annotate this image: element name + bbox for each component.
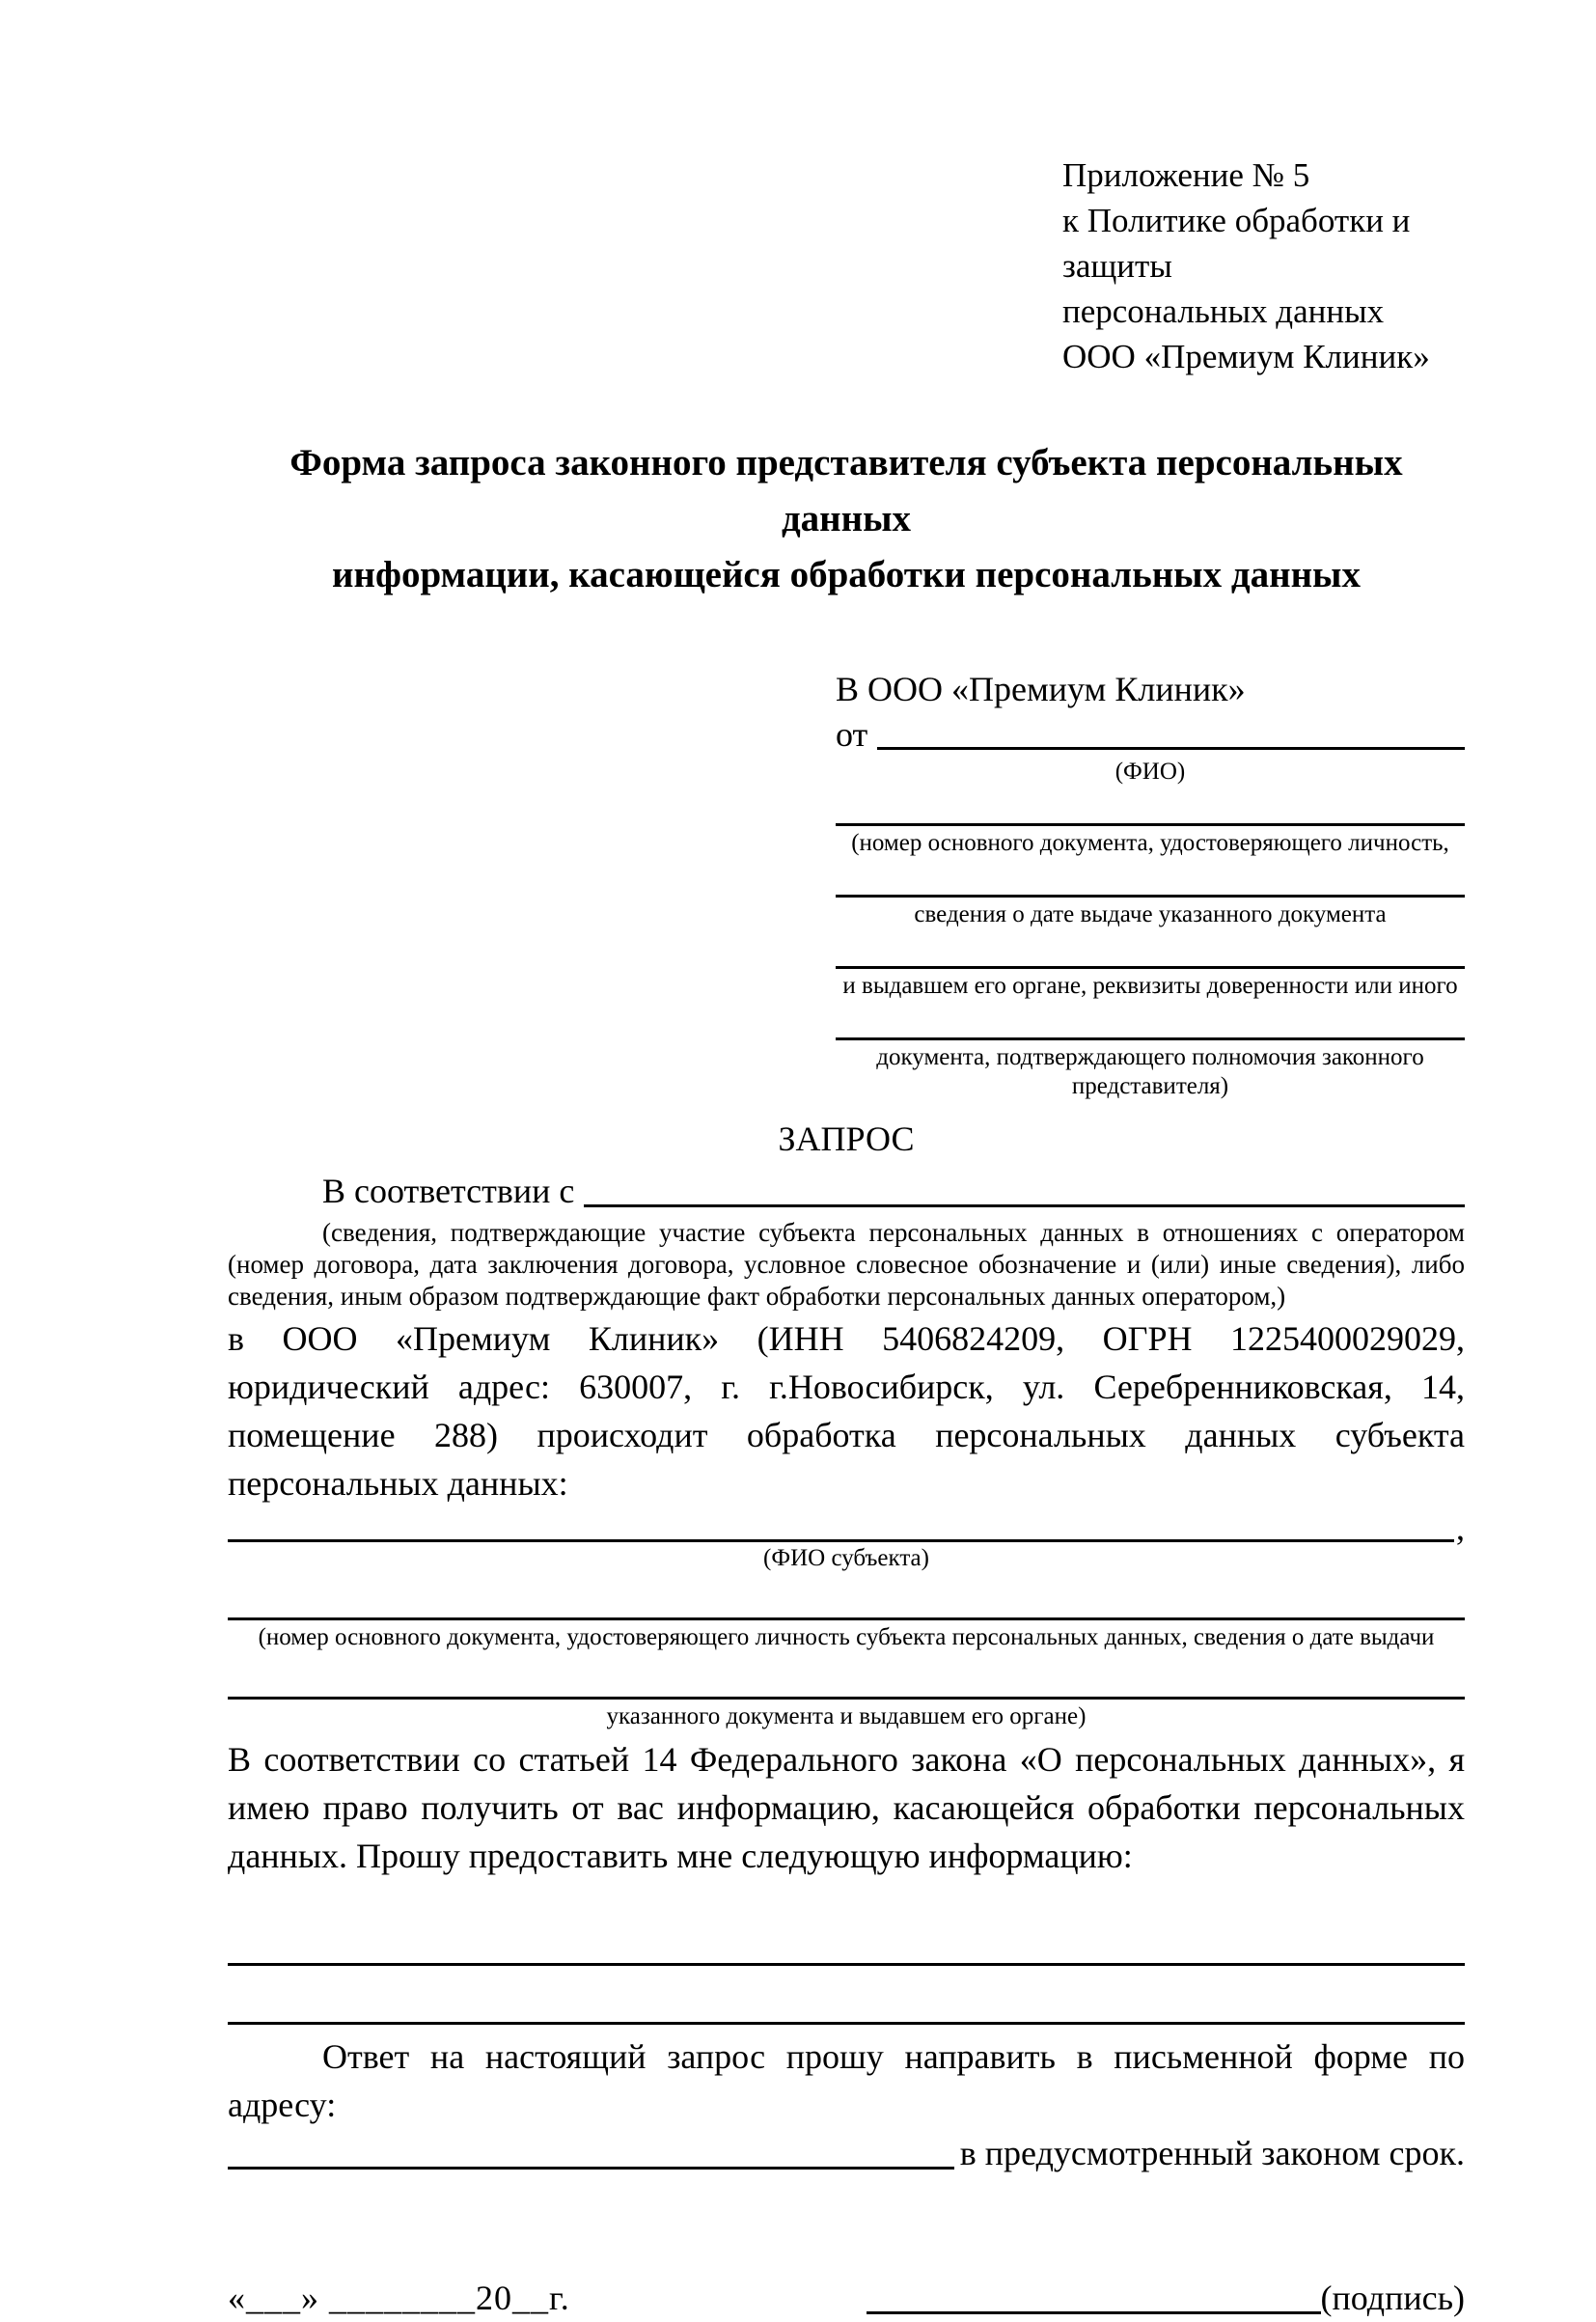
- blank-line: [836, 796, 1465, 826]
- field-caption: (номер основного документа, удостоверяющего личность субъекта персональных данных, сведения о дате выдачи: [258, 1624, 1435, 1650]
- date-line: «___» ________20__г.: [228, 2279, 570, 2317]
- document-body: [228, 0, 1465, 2322]
- intro-blank-line: [584, 1167, 1465, 1207]
- addressee-to: В ООО «Премиум Клиник»: [836, 670, 1246, 708]
- field-caption: указанного документа и выдавшем его органе): [606, 1703, 1087, 1729]
- fio-blank-line: [877, 712, 1465, 750]
- annex-line: к Политике обработки и защиты: [1062, 202, 1411, 285]
- subject-fio-caption: (ФИО субъекта): [763, 1545, 929, 1571]
- answer-blank-line: [228, 1963, 1465, 1966]
- blank-line: [836, 939, 1465, 969]
- document-title-line: информации, касающейся обработки персональных данных: [332, 554, 1361, 595]
- intro-label: В соответствии с: [322, 1172, 575, 1210]
- subject-doc-field: [228, 1670, 1465, 1731]
- annex-block: [1062, 0, 1465, 379]
- addressee-from-row: [836, 712, 1465, 758]
- response-paragraph: Ответ на настоящий запрос прошу направить в письменной форме по адресу:: [228, 2037, 1465, 2124]
- from-label: от: [836, 715, 868, 754]
- field-caption: и выдавшем его органе, реквизиты доверенности или иного: [842, 973, 1458, 999]
- blank-line: [836, 1010, 1465, 1040]
- representative-doc-field: [836, 868, 1465, 929]
- blank-line: [228, 1590, 1465, 1620]
- first-line-indent: [228, 1167, 322, 1215]
- document-title-line: Форма запроса законного представителя субъекта персональных данных: [289, 442, 1403, 539]
- response-address-blank-line: [228, 2129, 954, 2170]
- field-caption: (номер основного документа, удостоверяющего личность,: [851, 830, 1449, 856]
- representative-doc-field: [836, 939, 1465, 1001]
- annex-line: ООО «Премиум Клиник»: [1062, 338, 1430, 375]
- fio-caption: (ФИО): [1114, 759, 1186, 785]
- blank-line: [228, 1670, 1465, 1700]
- field-caption: документа, подтверждающего полномочия законного представителя): [876, 1044, 1424, 1099]
- response-suffix: в предусмотренный законом срок.: [959, 2134, 1465, 2172]
- blank-line: [836, 868, 1465, 898]
- response-address-row: [228, 2129, 1465, 2177]
- subject-fio-blank-line: [228, 1511, 1454, 1542]
- annex-line: персональных данных: [1062, 292, 1385, 330]
- intro-row: [228, 1167, 1465, 1215]
- signature-block: [867, 2274, 1465, 2322]
- document-title: [228, 435, 1465, 603]
- annex-line: Приложение № 5: [1062, 156, 1310, 194]
- answer-blank-line: [228, 2022, 1465, 2025]
- footer-row: [228, 2274, 1465, 2322]
- signature-caption: (подпись): [1320, 2279, 1465, 2317]
- intro-caption: (сведения, подтверждающие участие субъекта персональных данных в отношениях с оператором (номер договора, дата заключения договора, условное словесное обозначение и (или) иные сведения), либо сведения, иным образом подтверждающие факт обработки персональных данных оператором,): [228, 1218, 1465, 1311]
- representative-doc-field: [836, 1010, 1465, 1101]
- addressee-block: [836, 667, 1465, 1101]
- signature-blank-line: [867, 2274, 1321, 2314]
- request-heading: ЗАПРОС: [778, 1120, 915, 1158]
- operator-paragraph: в ООО «Премиум Клиник» (ИНН 5406824209, ОГРН 1225400029029, юридический адрес: 630007, г. г.Новосибирск, ул. Серебренниковская, 14, помещение 288) происходит обработка персональных данных субъекта персональных данных:: [228, 1319, 1465, 1503]
- representative-doc-field: [836, 796, 1465, 858]
- field-caption: сведения о дате выдаче указанного документа: [914, 901, 1387, 927]
- law-paragraph: В соответствии со статьей 14 Федерального закона «О персональных данных», я имею право получить от вас информацию, касающейся обработки персональных данных. Прошу предоставить мне следующую информацию:: [228, 1740, 1465, 1875]
- subject-fio-comma: ,: [1456, 1508, 1465, 1547]
- subject-fio-row: [228, 1508, 1465, 1547]
- subject-doc-field: [228, 1590, 1465, 1652]
